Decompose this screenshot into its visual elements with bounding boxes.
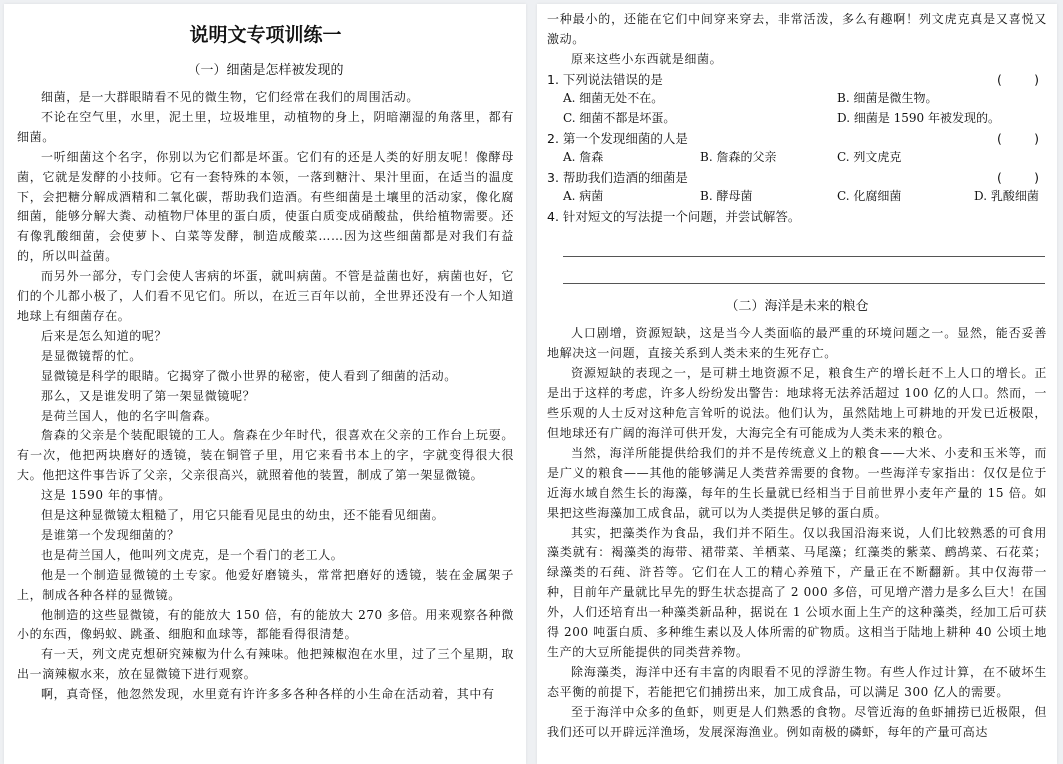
paragraph-conclusion: 原来这些小东西就是细菌。 <box>571 51 723 66</box>
options-row <box>547 187 1047 207</box>
document-page-right <box>537 4 1057 764</box>
option-b: B. 詹森的父亲 <box>700 150 777 165</box>
question-1 <box>547 70 1047 90</box>
paragraph: 当然，海洋所能提供给我们的并不是传统意义上的粮食——大米、小麦和玉米等，而是广义的粮食——其他的能够满足人类营养需要的食物。一些海洋专家指出：仅仅是位于近海水域自然生长的海藻，每年的生长量就已经相当于目前世界小麦年产量的 15 倍。如果把这些海藻加工成食品，就可以为人类提供足够的蛋白质。 <box>547 445 1047 520</box>
question-stem: 4. 针对短文的写法提一个问题，并尝试解答。 <box>547 208 801 224</box>
paragraph: 除海藻类，海洋中还有丰富的肉眼看不见的浮游生物。有些人作过计算，在不破坏生态平衡的前提下，若能把它们捕捞出来，加工成食品，可以满足 300 亿人的需要。 <box>547 664 1047 699</box>
paragraph: 一听细菌这个名字，你别以为它们都是坏蛋。它们有的还是人类的好朋友呢！像酵母菌，它就是发酵的小技师。它有一套特殊的本领，一落到糖汁、果汁里面，在适当的温度下，会把糖分解成酒精和二氧化碳，帮助我们造酒。有些细菌是土壤里的活动家，像化腐细菌，能够分解大粪、动植物尸体里的蛋白质，使蛋白质变成硝酸盐，供给植物需要。还有像乳酸细菌，会使萝卜、白菜等发酵，制造成酸菜……因为这些细菌都是对我们有益的，所以叫益菌。 <box>17 149 514 264</box>
question-3 <box>547 168 1047 188</box>
options-row <box>547 109 1047 129</box>
option-a: A. 詹森 <box>563 150 604 165</box>
option-c: C. 细菌不都是坏蛋。 <box>563 110 676 125</box>
paragraph: 至于海洋中众多的鱼虾，则更是人们熟悉的食物。尽管近海的鱼虾捕捞已近极限，但我们还可以开辟远洋渔场，发展深海渔业。例如南极的磷虾，每年的产量可高达 <box>547 704 1047 739</box>
paragraph: 这是 1590 年的事情。 <box>41 488 171 503</box>
paragraph: 是荷兰国人，他的名字叫詹森。 <box>41 408 218 423</box>
option-a: A. 细菌无处不在。 <box>563 91 664 106</box>
option-c: C. 列文虎克 <box>837 150 902 165</box>
answer-line[interactable] <box>563 257 1045 284</box>
answer-bracket[interactable]: ( ) <box>997 130 1039 146</box>
paragraph-continuation: 一种最小的，还能在它们中间穿来穿去，非常活泼，多么有趣啊！列文虎克真是又喜悦又激动。 <box>547 12 1047 46</box>
option-b: B. 细菌是微生物。 <box>837 91 938 106</box>
question-stem: 2. 第一个发现细菌的人是 <box>547 130 688 146</box>
answer-bracket[interactable]: ( ) <box>997 71 1039 87</box>
question-stem: 1. 下列说法错误的是 <box>547 71 663 87</box>
option-b: B. 酵母菌 <box>700 189 753 204</box>
option-c: C. 化腐细菌 <box>837 189 902 204</box>
question-4 <box>547 207 1047 227</box>
paragraph: 但是这种显微镜太粗糙了，用它只能看见昆虫的幼虫，还不能看见细菌。 <box>41 508 445 523</box>
question-stem: 3. 帮助我们造酒的细菌是 <box>547 169 688 185</box>
paragraph: 显微镜是科学的眼睛。它揭穿了微小世界的秘密，使人看到了细菌的活动。 <box>41 368 457 383</box>
section-title-1: （一）细菌是怎样被发现的 <box>187 63 344 78</box>
paragraph: 而另外一部分，专门会使人害病的坏蛋，就叫病菌。不管是益菌也好，病菌也好，它们的个儿都小极了，人们看不见它们。所以，在近三百年以前，全世界还没有一个人知道地球上有细菌存在。 <box>17 269 514 323</box>
answer-bracket[interactable]: ( ) <box>997 169 1039 185</box>
paragraph: 不论在空气里，水里，泥土里，垃圾堆里，动植物的身上，阴暗潮湿的角落里，都有细菌。 <box>17 109 514 144</box>
options-row <box>547 89 1047 109</box>
option-d: D. 乳酸细菌 <box>974 189 1039 204</box>
question-2 <box>547 129 1047 149</box>
option-d: D. 细菌是 1590 年被发现的。 <box>837 110 1000 125</box>
paragraph: 也是荷兰国人，他叫列文虎克，是一个看门的老工人。 <box>41 547 344 562</box>
paragraph: 资源短缺的表现之一，是可耕土地资源不足，粮食生产的增长赶不上人口的增长。正是出于这样的考虑，许多人纷纷发出警告：地球将无法养活超过 100 亿的人口。然而，一些乐观的人士反对这种危言耸听的说法。他们认为，虽然陆地上可耕地的开发已近极限，但地球还有广阔的海洋可供开发，大海完全有可能成为人类未来的粮仓。 <box>547 366 1047 440</box>
paragraph: 他是一个制造显微镜的土专家。他爱好磨镜头，常常把磨好的透镜，装在金属架子上，制成各种各样的显微镜。 <box>17 567 514 602</box>
paragraph: 人口剧增，资源短缺，这是当今人类面临的最严重的环境问题之一。显然，能否妥善地解决这一问题，直接关系到人类未来的生死存亡。 <box>547 326 1047 361</box>
paragraph: 是谁第一个发现细菌的？ <box>41 527 180 542</box>
paragraph: 其实，把藻类作为食品，我们并不陌生。仅以我国沿海来说，人们比较熟悉的可食用藻类就有：褐藻类的海带、裙带菜、羊栖菜、马尾藻；红藻类的紫菜、鹧鸪菜、石花菜；绿藻类的石莼、浒苔等。它们在人工的精心养殖下，产量正在不断翻新。其中仅海带一种，目前年产量就比早先的野生状态提高了 2 000 多倍，可见增产潜力是多么巨大！在国外，人们还培育出一种藻类新品种，据说在 1 公顷水面上生产的这种藻类，经加工后可获得 200 吨蛋白质、多种维生素以及人体所需的矿物质。这相当于陆地上耕种 40 公顷土地生产的大豆所能提供的同类营养物。 <box>547 525 1047 659</box>
options-row <box>547 148 1047 168</box>
answer-line[interactable] <box>563 226 1045 257</box>
option-a: A. 病菌 <box>563 189 604 204</box>
paragraph: 那么，又是谁发明了第一架显微镜呢？ <box>41 388 256 403</box>
document-page-left <box>4 4 526 764</box>
document-title: 说明文专项训练一 <box>189 24 342 46</box>
paragraph: 有一天，列文虎克想研究辣椒为什么有辣味。他把辣椒泡在水里，过了三个星期，取出一滴辣椒水来，放在显微镜下进行观察。 <box>17 647 514 682</box>
paragraph: 后来是怎么知道的呢？ <box>41 328 168 343</box>
paragraph: 他制造的这些显微镜，有的能放大 150 倍，有的能放大 270 多倍。用来观察各种微小的东西，像蚂蚁、跳蚤、细胞和血球等，都能看得很清楚。 <box>17 607 514 642</box>
paragraph: 詹森的父亲是个装配眼镜的工人。詹森在少年时代，很喜欢在父亲的工作台上玩耍。有一次，他把两块磨好的透镜，装在铜管子里，用它来看书本上的字，字就变得很大很大。他把这件事告诉了父亲，父亲很高兴，就照着他的装置，制成了第一架显微镜。 <box>17 428 514 483</box>
paragraph: 细菌，是一大群眼睛看不见的微生物，它们经常在我们的周围活动。 <box>41 90 420 104</box>
section-title-2: （二）海洋是未来的粮仓 <box>725 299 869 315</box>
paragraph: 是显微镜帮的忙。 <box>41 348 142 363</box>
paragraph: 啊，真奇怪，他忽然发现，水里竟有许许多多各种各样的小生命在活动着，其中有 <box>41 687 495 702</box>
